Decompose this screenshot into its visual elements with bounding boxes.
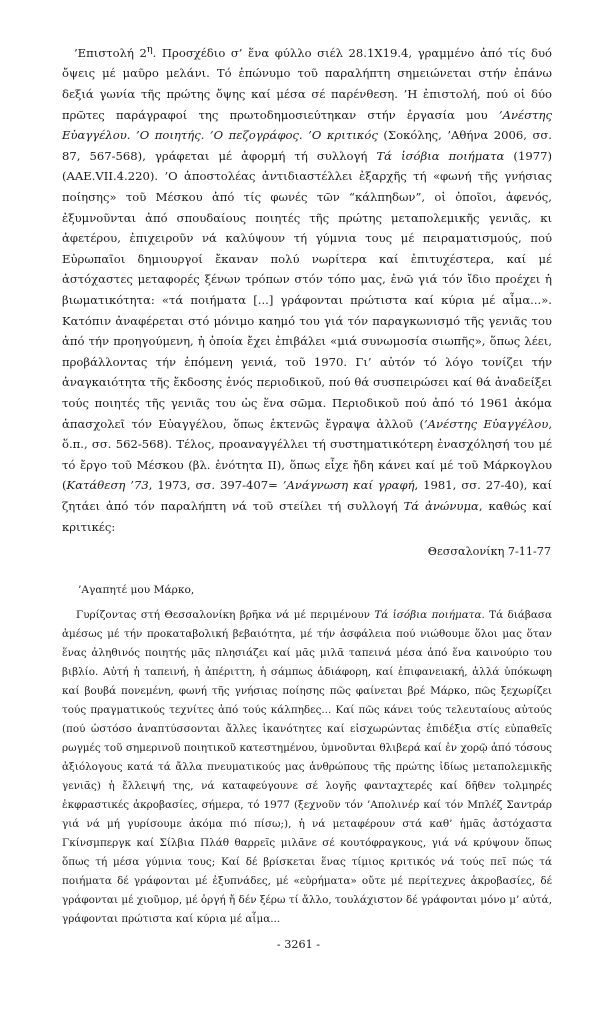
italic-title: Τά ἀνώνυμα (403, 498, 479, 513)
text-run: Γυρίζοντας στή Θεσσαλονίκη βρῆκα νά μέ περιμένουν (76, 609, 375, 621)
italic-title: Τά ἰσόβια ποιήματα (376, 148, 505, 163)
letter-salutation: ’Αγαπητέ μου Μάρκο, (78, 584, 195, 596)
text-run: , καθώς καί κριτικές: (62, 498, 552, 534)
text-run: . Προσχέδιο σ’ ἕνα φύλλο σιέλ 28.1Χ19.4, γραμμένο ἀπό τίς δυό ὄψεις μέ μαῦρο μελάνι. Τό ἐπώνυμο τοῦ παραλήπτη σημειώνεται στήν ἐπάνω δεξιά γωνία τῆς πρώτης ὄψης καί μέσα σέ παρένθεση. ’Η ἐπιστολή, πού οἱ δύο πρῶτες παράγραφοί της πρωτοδημοσιεύτηκαν στήν ἐργασία μου (62, 45, 552, 122)
page-number: - 3261 - (276, 938, 321, 951)
editorial-note-paragraph (62, 40, 552, 537)
text-run: (Σοκόλης, ’Αθήνα 2006, σσ. 87, 567-568), γράφεται μέ ἀφορμή τή συλλογή (62, 128, 552, 163)
text-run: ’Επιστολή 2 (74, 45, 147, 60)
letter-date-place: Θεσσαλονίκη 7-11-77 (427, 545, 551, 558)
italic-title: ’Ανέστης Εὐαγγέλου (424, 416, 549, 431)
italic-title: ’Ανέστης Εὐαγγέλου. ’Ο ποιητής. ’Ο πεζογράφος. ’Ο κριτικός (62, 107, 552, 143)
italic-title: ’Ανάγνωση καί γραφή (282, 478, 415, 493)
italic-title: Τά ἰσόβια ποιήματα (374, 609, 482, 621)
letter-paragraph (62, 606, 552, 929)
italic-title: Κατάθεση ’73 (66, 478, 149, 493)
text-run: (1977) (ΑΑΕ.VII.4.220). ’Ο ἀποστολέας ἀντιδιαστέλλει ἐξαρχῆς τή «φωνή τῆς γνήσιας ποίησης» τοῦ Μέσκου ἀπό τίς φωνές τῶν “κάλπηδων”, οἱ ὁποῖοι, ἀφενός, ἐξυμνοῦνται ἀπό σπουδαίους ποιητές τῆς πρώτης μεταπολεμικῆς γενιᾶς, κι ἀφετέρου, ἐπιχειροῦν νά καλύψουν τή γύμνια τους μέ πειραματισμούς, πού Εὐρωπαῖοι δημιουργοί ἔκαναν πολύ νωρίτερα καί ἐπιτυχέστερα, καί μέ ἀστόχαστες μεταφορές ξένων τρόπων στόν τόπο μας, ἐνῶ γιά τόν ἴδιο προέχει ἡ βιωματικότητα: «τά ποιήματα [...] γράφονται πρώτιστα καί κύρια μέ αἷμα...». Κατόπιν ἀναφέρεται στό μόνιμο καημό του γιά τόν παραγκωνισμό τῆς γενιᾶς του ἀπό τήν προηγούμενη, ἡ ὁποία ἔχει ἐπιβάλει «μιά συνωμοσία σιωπῆς», ὅπως λέει, προβάλλοντας τήν ἑπόμενη γενιά, τοῦ 1970. Γι’ αὐτόν τό λόγο τονίζει τήν ἀναγκαιότητα τῆς ἔκδοσης ἑνός περιοδικοῦ, πού θά συσπειρώσει καί θά ἀναδείξει τούς ποιητές τῆς γενιᾶς του ὡς ἕνα σῶμα. Περιοδικοῦ πού ἀπό τό 1961 ἀκόμα ἀπασχολεῖ τόν Εὐαγγέλου, ὅπως ἐκτενῶς ἔγραψα ἀλλοῦ ( (62, 148, 552, 431)
text-run: . Τά διάβασα ἀμέσως μέ τήν προκαταβολική βεβαιότητα, μέ τήν ἀσφάλεια πού νιώθουμε ὅλοι μας ὅταν ἕνας ἀληθινός ποιητής μᾶς πλησιάζει καί μᾶς μιλᾶ ταπεινά μέσα ἀπό ἕνα καινούριο του βιβλίο. Αὐτή ἡ ταπεινή, ἡ ἀπέριττη, ἡ σάμπως ἀδιάφορη, καί ἐπιφανειακή, ἀλλά ὑπόκωφη καί βουβά πονεμένη, φωνή τῆς γνήσιας ποίησης πῶς φαίνεται βρέ Μάρκο, πῶς ξεχωρίζει τούς πραγματικούς τεχνίτες ἀπό τούς κάλπηδες... Καί πῶς κάνει τούς τελευταίους αὐτούς (πού ὡστόσο ἀναπτύσσονται ἄλλες ἱκανότητες καί εἰσχωρώντας ἐπιδέξια στίς εὐπαθεῖς ρωγμές τοῦ σημερινοῦ ποιητικοῦ κατεστημένου, ὑμνοῦνται θλιβερά καί ἐν χορῷ ἀπό τόσους ἀξιόλογους κατά τά ἄλλα πνευματικούς μας ἀνθρώπους τῆς πρώτης ἰδίως μεταπολεμικῆς γενιᾶς) ἡ ἔλλειψή της, νά καταφεύγουνε σέ λογῆς φανταχτερές καί δῆθεν τολμηρές ἐκφραστικές ἀκροβασίες, σήμερα, τό 1977 (ξεχνοῦν τόν ’Απολινέρ καί τόν Μπλέζ Σαντράρ γιά νά μή γυρίσουμε ἀκόμα πιό πίσω;), ἡ νά μεταφέρουν στά καθ’ ἡμᾶς ἀστόχαστα Γκίνσμπεργκ καί Σίλβια Πλάθ θαρρεῖς μιλᾶνε σέ κουτόφραγκους, γιά νά κρύψουν ὅπως ὅπως τή μέσα γύμνια τους; Καί δέ βρίσκεται ἕνας τίμιος κριτικός νά τούς πεῖ πώς τά ποιήματα δέ γράφονται μέ ἐξυπνάδες, μέ «εὑρήματα» οὔτε μέ περίτεχνες ἀκροβασίες, δέ γράφονται μέ χιοῦμορ, μέ ὀργή ἤ δέν ξέρω τί ἄλλο, τουλάχιστον δέ γράφονται μόνο μ’ αὐτά, γράφονται πρώτιστα καί κύρια μέ αἷμα... (62, 609, 552, 925)
text-run: , ὅ.π., σσ. 562-568). Τέλος, προαναγγέλλει τή συστηματικότερη ἐνασχόλησή του μέ τό ἔργο τοῦ Μέσκου (βλ. ἑνότητα ΙΙ), ὅπως εἶχε ἤδη κάνει καί μέ τοῦ Μάρκογλου ( (62, 416, 553, 493)
text-run: , 1973, σσ. 397-407= (148, 478, 283, 493)
editorial-note (62, 40, 552, 537)
superscript: η (146, 44, 153, 55)
letter-body (62, 606, 552, 929)
text-run: , 1981, σσ. 27-40), καί ζητάει ἀπό τόν παραλήπτη νά τοῦ στείλει τή συλλογή (62, 478, 552, 513)
